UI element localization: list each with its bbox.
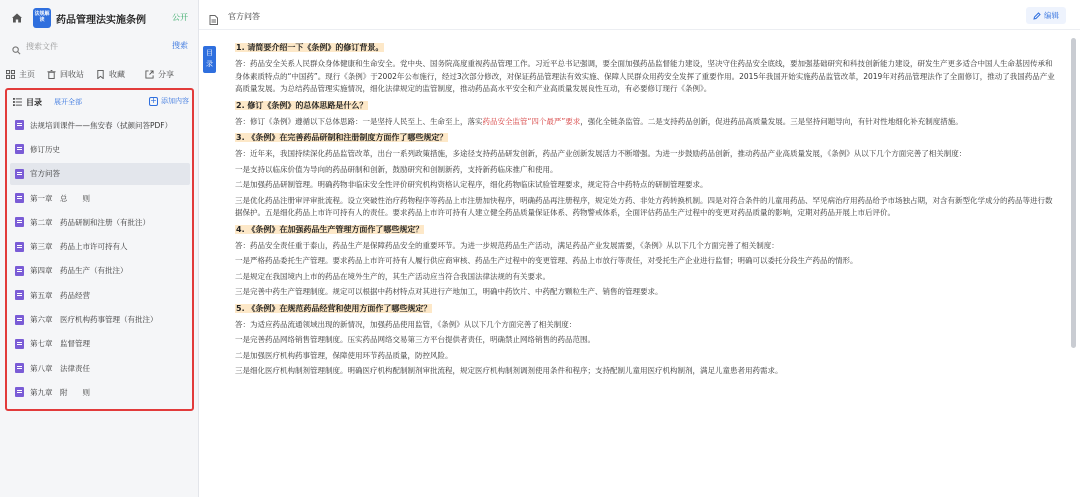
edit-button[interactable] — [1026, 7, 1066, 24]
plus-icon: + — [150, 96, 157, 105]
search-button[interactable]: 搜索 — [172, 41, 188, 50]
app-title: 药品管理法实施条例 — [56, 15, 146, 26]
share-action-label: 分享 — [158, 69, 174, 79]
list-icon — [13, 98, 22, 106]
qa-block — [235, 132, 1055, 220]
home-icon[interactable] — [8, 9, 26, 27]
app-logo: 法规解读 — [33, 8, 51, 28]
document-icon — [15, 169, 24, 179]
toc-toggle-tab[interactable]: 目录 — [203, 46, 216, 73]
answer-paragraph: 三是完善中药生产管理制度。规定可以根据中药材特点对其进行产地加工，明确中药饮片、中药配方颗粒生产、销售的管理要求。 — [235, 287, 663, 296]
question-text: 2. 修订《条例》的总体思路是什么？ — [236, 100, 368, 110]
document-icon — [15, 217, 24, 227]
answer-paragraph: 答：近年来，我国持续深化药品监管改革，出台一系列政策措施，多途径支持药品研发创新，药品产业创新发展活力不断增强。为进一步鼓励药品创新，推动药品产业高质量发展，《条例》从以下几个方面完善了相关制度： — [235, 149, 967, 158]
edit-button-label: 编辑 — [1044, 11, 1059, 20]
favorite-action[interactable] — [96, 69, 125, 80]
toc-item[interactable] — [10, 235, 190, 257]
toc-list — [10, 114, 190, 406]
toc-item-label: 第六章 医疗机构药事管理（有批注） — [30, 315, 158, 325]
qa-block — [235, 224, 1055, 299]
document-icon — [15, 120, 24, 130]
qa-block — [235, 100, 1055, 129]
highlighted-link[interactable]: 药品安全监管“四个最严”要求 — [482, 116, 581, 126]
bookmark-icon — [96, 70, 105, 79]
grid-icon — [6, 70, 15, 79]
toc-item[interactable] — [10, 187, 190, 209]
question-text: 5. 《条例》在规范药品经营和使用方面作了哪些规定？ — [236, 303, 432, 313]
answer-paragraph: 二是加强药品研制管理。明确药物非临床安全性评价研究机构资格认定程序，细化药物临床试验管理要求，规定符合中药特点的研制管理要求。 — [235, 180, 708, 189]
document-title: 官方问答 — [228, 12, 260, 21]
toc-title: 目录 — [26, 97, 42, 107]
document-icon — [15, 193, 24, 203]
answer-text: 答：修订《条例》遵循以下总体思路：一是坚持人民至上、生命至上，落实 — [235, 116, 483, 126]
search-bar — [8, 37, 192, 55]
sidebar — [0, 0, 199, 497]
answer-text: ，强化全链条监管。二是支持药品创新，促进药品高质量发展。三是坚持问题导向，有针对性地细化补充制度措施。 — [580, 116, 963, 126]
sidebar-header — [0, 0, 199, 36]
search-input[interactable] — [26, 38, 156, 54]
action-bar — [6, 66, 194, 82]
home-action[interactable] — [6, 69, 35, 80]
toc-item-label: 法规培训课件——焦安春（拭颜问答PDF） — [30, 120, 173, 130]
toc-item-label: 第五章 药品经营 — [30, 290, 90, 300]
question-heading — [235, 132, 1055, 144]
document-icon — [15, 290, 24, 300]
pencil-icon — [1033, 12, 1041, 20]
add-content-button[interactable] — [149, 96, 189, 106]
question-heading — [235, 303, 1055, 315]
add-content-label: 添加内容 — [161, 97, 189, 105]
share-action[interactable] — [145, 69, 174, 80]
recycle-action-label: 回收站 — [60, 69, 84, 79]
answer-paragraph: 答：药品安全关系人民群众身体健康和生命安全。党中央、国务院高度重视药品管理工作。习近平总书记强调，要全面加强药品监督能力建设，坚决守住药品安全底线，要加强基础研究和科技创新能力建设，研发生产更多适合中国人生命基因传承和身体素质特点的“中国药”。现行《条例》于2002年公布施行，经过3次部分修改，对保证药品管理法有效实施、保障人民群众用药安全发挥了重要作用。2015年我国开始实施药品监管改革，2019年对药品管理法作了全面修订，推动了我国药品产业高质量发展。为总结药品管理实施情况，细化法律规定的监管制度，推动药品高水平安全和产业高质量发展良性互动，有必要修订现行《条例》。 — [235, 59, 1055, 93]
page-icon — [209, 10, 218, 29]
vertical-scrollbar[interactable] — [1071, 38, 1076, 348]
recycle-action[interactable] — [47, 69, 84, 80]
toc-item[interactable] — [10, 308, 190, 330]
document-icon — [15, 339, 24, 349]
favorite-action-label: 收藏 — [109, 69, 125, 79]
answer-paragraph: 一是严格药品委托生产管理。要求药品上市许可持有人履行供应商审核、药品生产过程中的变更管理、药品上市放行等责任，对受托生产企业进行监督；明确可以委托分段生产药品的情形。 — [235, 256, 858, 265]
toc-item[interactable] — [10, 211, 190, 233]
toc-item-label: 第四章 药品生产（有批注） — [30, 266, 128, 276]
toc-item-label: 第七章 监督管理 — [30, 339, 90, 349]
toc-item[interactable] — [10, 138, 190, 160]
question-heading — [235, 42, 1055, 54]
document-icon — [15, 363, 24, 373]
toc-item-label: 第九章 附 则 — [30, 387, 90, 397]
document-icon — [15, 315, 24, 325]
toc-item[interactable] — [10, 357, 190, 379]
toc-item[interactable] — [10, 284, 190, 306]
home-action-label: 主页 — [19, 69, 35, 79]
public-badge: 公开 — [172, 13, 188, 22]
document-icon — [15, 387, 24, 397]
toc-item[interactable] — [10, 333, 190, 355]
toc-item[interactable] — [10, 114, 190, 136]
answer-paragraph: 一是完善药品网络销售管理制度。压实药品网络交易第三方平台提供者责任，明确禁止网络销售的药品范围。 — [235, 335, 595, 344]
answer-paragraph: 二是加强医疗机构药事管理，保障使用环节药品质量，防控风险。 — [235, 350, 453, 360]
question-text: 3. 《条例》在完善药品研制和注册制度方面作了哪些规定？ — [236, 133, 448, 142]
question-text: 4. 《条例》在加强药品生产管理方面作了哪些规定？ — [236, 224, 424, 234]
answer-paragraph: 二是规定在我国境内上市的药品在境外生产的，其生产活动应当符合我国法律法规的有关要求。 — [235, 271, 550, 281]
toc-panel — [5, 88, 194, 411]
toc-item-label: 官方问答 — [30, 169, 60, 179]
expand-all-button[interactable]: 展开全部 — [54, 98, 82, 106]
toc-header — [13, 94, 189, 110]
toc-item-label: 第八章 法律责任 — [30, 363, 90, 373]
question-heading — [235, 100, 1055, 112]
search-icon — [12, 40, 21, 59]
answer-paragraph: 三是优化药品注册审评审批流程。设立突破性治疗药物程序等药品上市注册加快程序，明确药品再注册程序，规定处方药、非处方药转换机制。四是对符合条件的儿童用药品、罕见病治疗用药品给予市场独占期，对含有新型化学成分的药品等进行数据保护。五是细化药品上市许可持有人的责任。要求药品上市许可持有人建立健全药品质量保证体系、药物警戒体系，全面评估药品生产过程中的变更对药品质量的影响，定期对药品开展上市后评价。 — [235, 195, 1053, 217]
trash-icon — [47, 70, 56, 79]
document-icon — [15, 266, 24, 276]
answer-paragraph: 一是支持以临床价值为导向的药品研制和创新，鼓励研究和创制新药，支持新药临床推广和使用。 — [235, 164, 558, 174]
toc-item-label: 第二章 药品研制和注册（有批注） — [30, 217, 150, 227]
question-heading — [235, 224, 1055, 236]
document-content — [235, 42, 1055, 382]
question-text: 1. 请简要介绍一下《条例》的修订背景。 — [236, 43, 384, 52]
toc-item-label: 第一章 总 则 — [30, 193, 90, 203]
qa-block — [235, 303, 1055, 378]
toc-item-label: 第三章 药品上市许可持有人 — [30, 242, 128, 252]
answer-paragraph — [235, 116, 1055, 129]
qa-block — [235, 42, 1055, 96]
toc-item-label: 修订历史 — [30, 144, 60, 154]
toc-item[interactable] — [10, 260, 190, 282]
toc-item[interactable] — [10, 381, 190, 403]
answer-paragraph: 答：为适应药品流通领域出现的新情况，加强药品使用监管，《条例》从以下几个方面完善了相关制度： — [235, 319, 577, 329]
document-header — [199, 0, 1080, 30]
share-icon — [145, 70, 154, 79]
document-icon — [15, 242, 24, 252]
toc-item-active[interactable] — [10, 163, 190, 185]
answer-paragraph: 答：药品安全责任重于泰山，药品生产是保障药品安全的重要环节。为进一步规范药品生产活动，满足药品产业发展需要，《条例》从以下几个方面完善了相关制度： — [235, 240, 779, 250]
main-panel — [199, 0, 1080, 497]
document-icon — [15, 144, 24, 154]
answer-paragraph: 三是细化医疗机构制剂管理制度。明确医疗机构配制制剂审批流程，规定医疗机构制剂调剂使用条件和程序；支持配制儿童用医疗机构制剂，满足儿童患者用药需求。 — [235, 366, 783, 375]
